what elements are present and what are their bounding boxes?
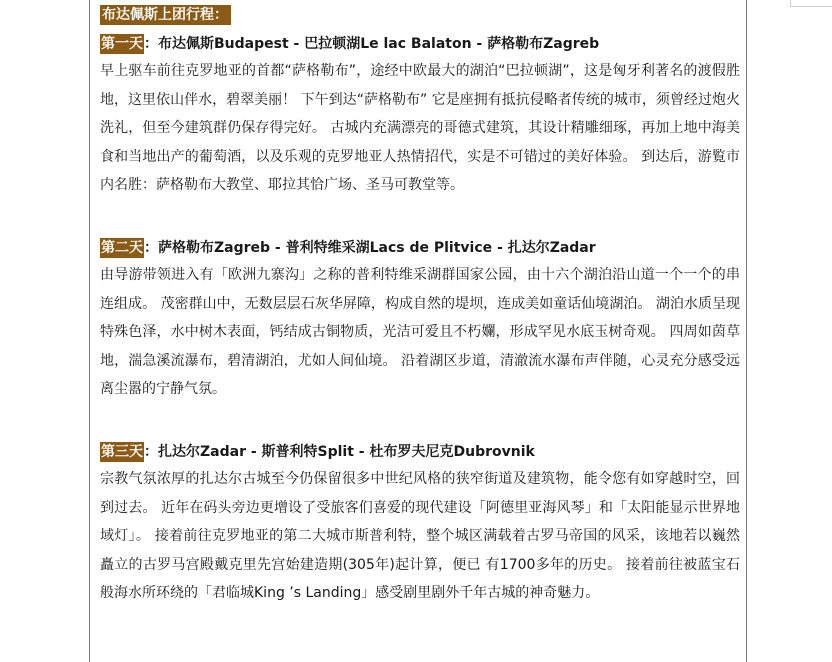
day-heading — [100, 33, 740, 55]
day-description: 早上驱车前往克罗地亚的首都“萨格勒布”，途经中欧最大的湖泊“巴拉顿湖”，这是匈牙利著名的渡假胜地，这里依山伴水，碧翠美丽！ 下午到达“萨格勒布” 它是座拥有抵抗侵略者传统的城市，须曾经过炮火洗礼，但至今建筑群仍保存得完好。 古城内充满漂亮的哥德式建筑，其设计精雕细琢，再加上地中海美食和当地出产的葡萄酒，以及乐观的克罗地亚人热情招代，实是不可错过的美好体验。 到达后，游覧市内名胜：萨格勒布大教堂、耶拉其恰广场、圣马可教堂等。 — [100, 63, 740, 194]
day-route: 扎达尔Zadar - 斯普利特Split - 杜布罗夫尼克Dubrovnik — [158, 443, 535, 460]
day-separator: ： — [144, 239, 158, 256]
page-frame-left-border — [89, 0, 90, 662]
itinerary-document — [100, 4, 740, 608]
corner-box — [790, 0, 832, 7]
day-route: 萨格勒布Zagreb - 普利特维采湖Lacs de Plitvice - 扎达尔Zadar — [158, 239, 596, 256]
faint-watermark — [680, 612, 830, 656]
day-label: 第三天 — [101, 443, 143, 460]
itinerary-title: 布达佩斯上团行程： — [100, 5, 231, 25]
day-separator: ： — [144, 443, 158, 460]
day-label: 第一天 — [101, 36, 143, 52]
section-spacer — [100, 200, 740, 233]
day-description: 宗教气氛浓厚的扎达尔古城至今仍保留很多中世纪风格的狭窄街道及建筑物，能令您有如穿越时空，回到过去。 近年在码头旁边更增设了受旅客们喜爱的现代建设「阿德里亚海风琴」和「太阳能显示世界地域灯」。 接着前往克罗地亚的第二大城市斯普利特，整个城区满载着古罗马帝国的风采，该地若以巍然矗立的古罗马宫殿戴克里先宫始建造期(305年)起计算，便已 有1700多年的历史。 接着前往被蓝宝石般海水所环绕的「君临城King ’s Landing」感受剧里剧外千年古城的神奇魅力。 — [100, 470, 740, 602]
day-section-1 — [100, 33, 740, 200]
day-route: 布达佩斯Budapest - 巴拉顿湖Le lac Balaton - 萨格勒布Zagreb — [158, 36, 600, 52]
day-label: 第二天 — [101, 239, 143, 256]
section-spacer — [100, 404, 740, 437]
page-frame-right-border — [746, 0, 747, 662]
day-description: 由导游带领进入有「欧洲九寨沟」之称的普利特维采湖群国家公园，由十六个湖泊沿山道一个一个的串连组成。 茂密群山中，无数层层石灰华屏障，构成自然的堤坝，连成美如童话仙境湖泊。 湖泊水质呈现特殊色泽，水中树木表面，钙结成古铜物质，光洁可爱且不朽孄，形成罕见水底玉树奇观。 四周如茵草地，湍急溪流瀑布，碧清湖泊，尤如人间仙境。 沿着湖区步道，清澈流水瀑布声伴随，心灵充分感受远离尘嚣的宁静气氛。 — [100, 266, 740, 398]
day-section-3 — [100, 441, 740, 608]
day-heading — [100, 237, 740, 259]
day-separator: ： — [144, 36, 158, 52]
day-section-2 — [100, 237, 740, 404]
day-heading — [100, 441, 740, 463]
